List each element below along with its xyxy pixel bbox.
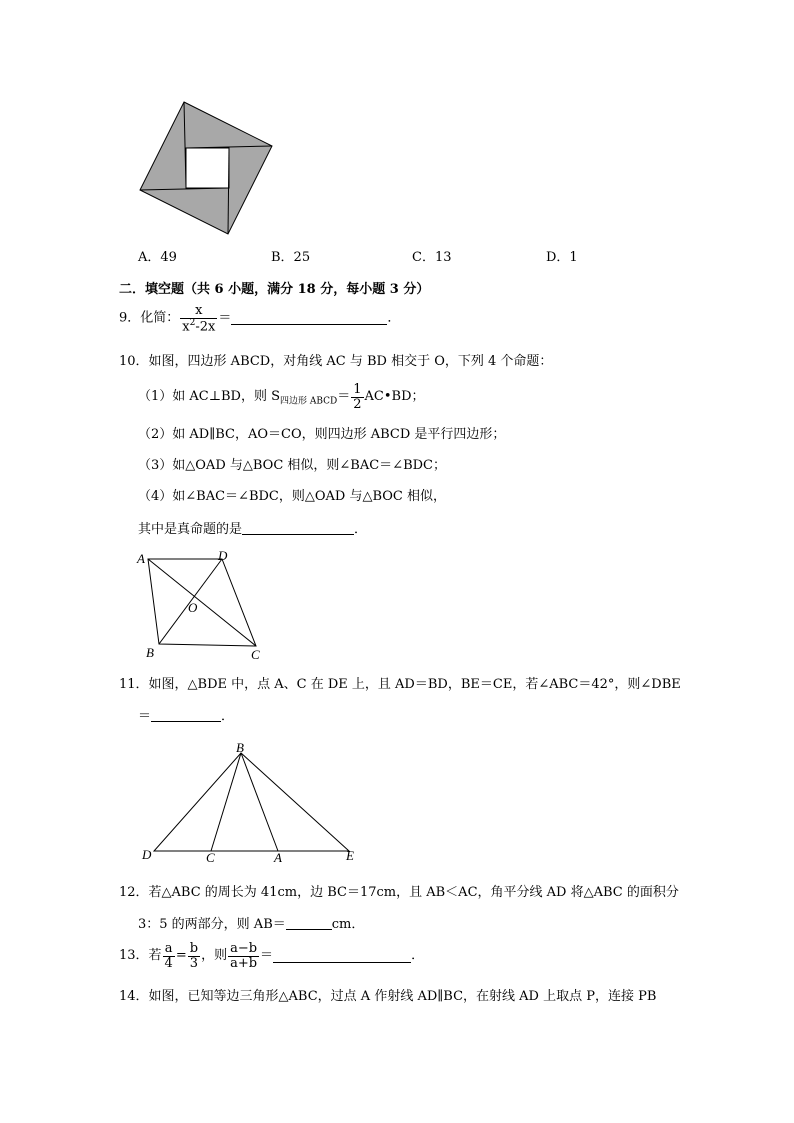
q14-line-1: 14．如图，已知等边三角形△ABC，过点 A 作射线 AD∥BC，在射线 AD 上取点 P，连接 PB [119, 989, 657, 1004]
q8-option-b: B．25 [271, 250, 311, 265]
section-heading: 二．填空题（共 6 小题，满分 18 分，每小题 3 分） [119, 282, 430, 297]
q10-answer-blank[interactable] [242, 522, 354, 535]
q10-stem: 10．如图，四边形 ABCD，对角线 AC 与 BD 相交于 O，下列 4 个命题： [119, 354, 553, 369]
q10-prop-2: （2）如 AD∥BC，AO＝CO，则四边形 ABCD 是平行四边形； [138, 427, 506, 442]
q10-prop-1: （1）如 AC⊥BD，则 $S_{四边形 ABCD}=$ $\frac{1}{2}$ AC•BD； [138, 382, 425, 412]
q11-segment-ba [241, 753, 278, 851]
q12-line-2: 3：5 的两部分，则 AB＝ cm． [138, 917, 365, 932]
q10-diagonal-ac [148, 559, 256, 646]
q11-line-1: 11．如图，△BDE 中，点 A、C 在 DE 上，且 AD＝BD，BE＝CE，若∠ABC＝42°，则∠DBE [119, 677, 681, 692]
q12-line-1: 12．若△ABC 的周长为 41cm，边 BC＝17cm，且 AB＜AC，角平分线 AD 将△ABC 的面积分 [119, 885, 679, 900]
q13: 13．若 $\frac{a}{4}$ = $\frac{b}{3}$ ，则 $\frac{a-b}{a+b}$ ＝ ． [119, 941, 425, 971]
q10-half-fraction: $\frac{1}{2}$ [353, 382, 362, 412]
q10-label-b: B [146, 645, 154, 660]
q13-fraction-a: $\frac{a}{4}$ [164, 941, 173, 971]
q10-label-a: A [137, 551, 145, 566]
q8-figure [138, 100, 274, 236]
q11-label-c: C [206, 850, 215, 865]
q11-figure [138, 740, 364, 866]
q9-fraction [180, 304, 217, 334]
q8-option-a: A．49 [138, 250, 177, 265]
q11-label-d: D [142, 847, 152, 862]
q10-prop-4: （4）如∠BAC＝∠BDC，则△OAD 与△BOC 相似， [138, 489, 446, 504]
q11-answer-blank[interactable] [151, 709, 221, 722]
q9-denominator: $x^2-2x$ [182, 317, 216, 334]
q13-fraction-b: $\frac{b}{3}$ [189, 941, 199, 971]
q10-ask: 其中是真命题的是 ． [138, 522, 368, 537]
q9-end: ． [387, 310, 401, 326]
q10-prop-3: （3）如△OAD 与△BOC 相似，则∠BAC＝∠BDC； [138, 458, 446, 473]
q8-option-c: C．13 [412, 250, 452, 265]
q9-prefix: 9．化简： [119, 310, 180, 326]
q11-triangle-bde [154, 753, 349, 851]
q13-fraction-expr: $\frac{a-b}{a+b}$ [230, 941, 258, 971]
q10-label-d: D [218, 548, 228, 563]
q9-answer-blank[interactable] [231, 312, 387, 325]
q11-line-2: ＝ ． [138, 709, 235, 724]
q12-answer-blank[interactable] [286, 917, 332, 930]
q11-label-e: E [346, 848, 354, 863]
q10-label-o: O [188, 600, 198, 615]
q9 [119, 304, 400, 334]
q8-inner-square [186, 148, 229, 188]
q13-answer-blank[interactable] [273, 950, 411, 963]
q8-option-d: D．1 [546, 250, 578, 265]
q11-label-b: B [236, 740, 244, 755]
q9-equals: ＝ [218, 310, 232, 326]
q10-figure [134, 548, 274, 664]
q11-label-a: A [274, 850, 282, 865]
q9-numerator: x [180, 304, 217, 319]
q11-segment-bc [211, 753, 241, 851]
q10-label-c: C [251, 647, 260, 662]
